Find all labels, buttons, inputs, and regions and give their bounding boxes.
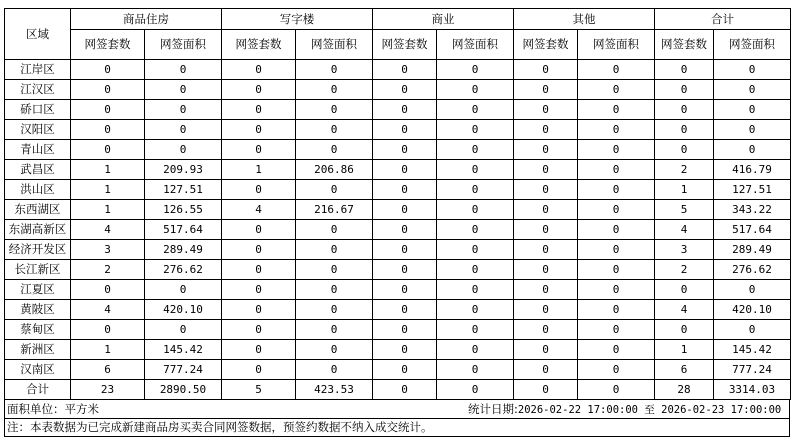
area-cell: 0 (437, 80, 514, 100)
header-row-subcolumns (5, 30, 791, 60)
area-cell: 0 (437, 360, 514, 380)
period-label: 统计日期: (468, 402, 518, 416)
area-cell: 289.49 (145, 240, 222, 260)
area-cell: 416.79 (714, 160, 791, 180)
area-cell: 3314.03 (714, 380, 791, 400)
count-cell: 1 (655, 180, 714, 200)
count-cell: 0 (373, 340, 437, 360)
count-cell: 4 (71, 220, 145, 240)
area-cell: 0 (714, 140, 791, 160)
count-cell: 0 (514, 260, 578, 280)
area-cell: 0 (296, 180, 373, 200)
area-cell: 0 (578, 220, 655, 240)
table-row (5, 340, 791, 360)
area-cell: 0 (714, 100, 791, 120)
area-cell: 0 (296, 120, 373, 140)
region-name-cell: 洪山区 (5, 180, 71, 200)
area-cell: 343.22 (714, 200, 791, 220)
area-cell: 0 (437, 200, 514, 220)
region-name-cell: 江夏区 (5, 280, 71, 300)
area-cell: 0 (714, 60, 791, 80)
count-cell: 3 (655, 240, 714, 260)
area-cell: 126.55 (145, 200, 222, 220)
table-row (5, 200, 791, 220)
area-cell: 0 (296, 100, 373, 120)
area-cell: 420.10 (714, 300, 791, 320)
table-row (5, 260, 791, 280)
count-cell: 0 (373, 280, 437, 300)
count-cell: 0 (222, 100, 296, 120)
count-cell: 0 (514, 380, 578, 400)
area-cell: 0 (578, 100, 655, 120)
area-cell: 0 (578, 80, 655, 100)
area-cell: 0 (296, 60, 373, 80)
area-cell: 777.24 (714, 360, 791, 380)
table-row (5, 280, 791, 300)
count-cell: 0 (373, 300, 437, 320)
table-row-total (5, 380, 791, 400)
count-cell: 0 (373, 200, 437, 220)
count-cell: 0 (222, 260, 296, 280)
count-cell: 6 (655, 360, 714, 380)
count-cell: 2 (655, 160, 714, 180)
count-cell: 1 (71, 200, 145, 220)
count-cell: 0 (71, 80, 145, 100)
area-cell: 0 (578, 240, 655, 260)
subheader-area: 网签面积 (145, 30, 222, 60)
count-cell: 0 (222, 300, 296, 320)
count-cell: 0 (514, 60, 578, 80)
count-cell: 0 (655, 80, 714, 100)
area-cell: 0 (296, 140, 373, 160)
count-cell: 0 (373, 260, 437, 280)
area-cell: 0 (578, 380, 655, 400)
count-cell: 0 (514, 120, 578, 140)
count-cell: 0 (222, 220, 296, 240)
count-cell: 0 (514, 80, 578, 100)
count-cell: 6 (71, 360, 145, 380)
table-row (5, 220, 791, 240)
statistics-period (468, 400, 781, 419)
count-cell: 0 (222, 80, 296, 100)
area-cell: 0 (296, 80, 373, 100)
area-cell: 0 (437, 320, 514, 340)
subheader-count: 网签套数 (373, 30, 437, 60)
area-cell: 0 (437, 160, 514, 180)
table-row (5, 300, 791, 320)
area-cell: 517.64 (714, 220, 791, 240)
region-name-cell: 长江新区 (5, 260, 71, 280)
count-cell: 1 (71, 180, 145, 200)
count-cell: 0 (514, 280, 578, 300)
count-cell: 2 (655, 260, 714, 280)
count-cell: 0 (514, 340, 578, 360)
area-cell: 0 (145, 320, 222, 340)
region-name-cell: 东西湖区 (5, 200, 71, 220)
count-cell: 0 (655, 140, 714, 160)
area-cell: 206.86 (296, 160, 373, 180)
count-cell: 0 (373, 100, 437, 120)
count-cell: 0 (373, 220, 437, 240)
area-cell: 0 (145, 100, 222, 120)
region-name-cell: 合计 (5, 380, 71, 400)
count-cell: 5 (222, 380, 296, 400)
stats-report (4, 8, 790, 437)
count-cell: 0 (514, 240, 578, 260)
area-cell: 420.10 (145, 300, 222, 320)
area-cell: 276.62 (145, 260, 222, 280)
subheader-count: 网签套数 (514, 30, 578, 60)
area-cell: 0 (145, 80, 222, 100)
count-cell: 0 (373, 240, 437, 260)
area-cell: 0 (437, 220, 514, 240)
count-cell: 1 (655, 340, 714, 360)
count-cell: 0 (514, 140, 578, 160)
table-row (5, 360, 791, 380)
area-cell: 0 (296, 280, 373, 300)
count-cell: 0 (655, 280, 714, 300)
count-cell: 0 (373, 180, 437, 200)
count-cell: 0 (71, 60, 145, 80)
area-cell: 0 (437, 120, 514, 140)
area-cell: 0 (296, 320, 373, 340)
area-cell: 0 (437, 380, 514, 400)
count-cell: 0 (222, 140, 296, 160)
count-cell: 23 (71, 380, 145, 400)
area-cell: 0 (437, 180, 514, 200)
region-name-cell: 江汉区 (5, 80, 71, 100)
region-name-cell: 蔡甸区 (5, 320, 71, 340)
area-cell: 127.51 (145, 180, 222, 200)
area-cell: 0 (296, 220, 373, 240)
area-cell: 0 (145, 280, 222, 300)
region-name-cell: 新洲区 (5, 340, 71, 360)
area-cell: 0 (437, 260, 514, 280)
area-cell: 0 (437, 340, 514, 360)
count-cell: 0 (222, 280, 296, 300)
count-cell: 1 (71, 340, 145, 360)
area-cell: 0 (714, 80, 791, 100)
region-name-cell: 经济开发区 (5, 240, 71, 260)
header-row-groups (5, 9, 791, 30)
count-cell: 0 (373, 80, 437, 100)
count-cell: 1 (71, 160, 145, 180)
count-cell: 0 (514, 200, 578, 220)
area-cell: 0 (437, 240, 514, 260)
count-cell: 0 (514, 220, 578, 240)
count-cell: 0 (71, 120, 145, 140)
area-cell: 0 (145, 140, 222, 160)
area-cell: 127.51 (714, 180, 791, 200)
area-cell: 0 (714, 280, 791, 300)
table-row (5, 120, 791, 140)
area-cell: 0 (296, 300, 373, 320)
subheader-area: 网签面积 (578, 30, 655, 60)
count-cell: 2 (71, 260, 145, 280)
area-cell: 0 (296, 260, 373, 280)
count-cell: 4 (655, 300, 714, 320)
region-name-cell: 硚口区 (5, 100, 71, 120)
area-cell: 145.42 (145, 340, 222, 360)
area-cell: 145.42 (714, 340, 791, 360)
count-cell: 0 (373, 380, 437, 400)
count-cell: 0 (373, 360, 437, 380)
area-cell: 216.67 (296, 200, 373, 220)
period-value: 2026-02-22 17:00:00 至 2026-02-23 17:00:00 (517, 404, 782, 416)
count-cell: 0 (71, 280, 145, 300)
area-cell: 0 (437, 280, 514, 300)
area-cell: 423.53 (296, 380, 373, 400)
area-cell: 0 (296, 340, 373, 360)
count-cell: 0 (514, 360, 578, 380)
area-unit-note: 面积单位：平方米 (7, 402, 99, 416)
area-cell: 0 (578, 260, 655, 280)
area-cell: 0 (578, 300, 655, 320)
count-cell: 0 (514, 180, 578, 200)
region-name-cell: 江岸区 (5, 60, 71, 80)
table-row (5, 160, 791, 180)
area-cell: 276.62 (714, 260, 791, 280)
area-cell: 0 (296, 360, 373, 380)
area-cell: 289.49 (714, 240, 791, 260)
region-name-cell: 东湖高新区 (5, 220, 71, 240)
area-cell: 0 (145, 60, 222, 80)
area-cell: 0 (578, 180, 655, 200)
area-cell: 0 (296, 240, 373, 260)
area-cell: 0 (578, 360, 655, 380)
count-cell: 0 (373, 320, 437, 340)
count-cell: 0 (514, 100, 578, 120)
area-cell: 0 (578, 200, 655, 220)
count-cell: 0 (655, 60, 714, 80)
area-cell: 0 (578, 160, 655, 180)
area-cell: 0 (437, 60, 514, 80)
count-cell: 4 (71, 300, 145, 320)
region-name-cell: 武昌区 (5, 160, 71, 180)
count-cell: 1 (222, 160, 296, 180)
table-row (5, 140, 791, 160)
region-name-cell: 青山区 (5, 140, 71, 160)
subheader-count: 网签套数 (222, 30, 296, 60)
count-cell: 0 (222, 60, 296, 80)
group-header-commercial: 商业 (373, 9, 514, 30)
count-cell: 28 (655, 380, 714, 400)
region-name-cell: 黄陂区 (5, 300, 71, 320)
region-name-cell: 汉南区 (5, 360, 71, 380)
subheader-count: 网签套数 (655, 30, 714, 60)
group-header-other: 其他 (514, 9, 655, 30)
count-cell: 0 (373, 60, 437, 80)
count-cell: 0 (655, 100, 714, 120)
count-cell: 0 (71, 140, 145, 160)
count-cell: 0 (655, 320, 714, 340)
region-header: 区域 (5, 9, 71, 60)
count-cell: 0 (222, 360, 296, 380)
table-row (5, 100, 791, 120)
table-row (5, 240, 791, 260)
count-cell: 0 (514, 160, 578, 180)
table-row (5, 60, 791, 80)
count-cell: 0 (71, 100, 145, 120)
count-cell: 0 (373, 140, 437, 160)
area-cell: 0 (437, 100, 514, 120)
area-cell: 0 (578, 280, 655, 300)
group-header-total: 合计 (655, 9, 791, 30)
count-cell: 0 (655, 120, 714, 140)
disclaimer-note: 注：本表数据为已完成新建商品房买卖合同网签数据，预签约数据不纳入成交统计。 (7, 420, 433, 434)
area-cell: 0 (437, 300, 514, 320)
sales-table (4, 8, 791, 400)
subheader-area: 网签面积 (296, 30, 373, 60)
group-header-residential: 商品住房 (71, 9, 222, 30)
area-cell: 209.93 (145, 160, 222, 180)
area-cell: 0 (578, 60, 655, 80)
area-cell: 2890.50 (145, 380, 222, 400)
area-cell: 777.24 (145, 360, 222, 380)
count-cell: 0 (514, 300, 578, 320)
count-cell: 0 (514, 320, 578, 340)
count-cell: 0 (222, 120, 296, 140)
table-row (5, 80, 791, 100)
count-cell: 0 (71, 320, 145, 340)
subheader-area: 网签面积 (714, 30, 791, 60)
count-cell: 0 (373, 120, 437, 140)
count-cell: 4 (222, 200, 296, 220)
count-cell: 3 (71, 240, 145, 260)
group-header-office: 写字楼 (222, 9, 373, 30)
subheader-area: 网签面积 (437, 30, 514, 60)
region-name-cell: 汉阳区 (5, 120, 71, 140)
count-cell: 5 (655, 200, 714, 220)
count-cell: 4 (655, 220, 714, 240)
table-row (5, 320, 791, 340)
area-cell: 0 (714, 120, 791, 140)
area-cell: 0 (437, 140, 514, 160)
area-cell: 517.64 (145, 220, 222, 240)
area-cell: 0 (578, 340, 655, 360)
count-cell: 0 (373, 160, 437, 180)
area-cell: 0 (578, 140, 655, 160)
count-cell: 0 (222, 320, 296, 340)
table-row (5, 180, 791, 200)
count-cell: 0 (222, 340, 296, 360)
table-footer (4, 400, 790, 437)
subheader-count: 网签套数 (71, 30, 145, 60)
area-cell: 0 (714, 320, 791, 340)
count-cell: 0 (222, 240, 296, 260)
count-cell: 0 (222, 180, 296, 200)
footer-info-row (5, 400, 789, 419)
table-body (5, 60, 791, 400)
area-cell: 0 (578, 120, 655, 140)
area-cell: 0 (578, 320, 655, 340)
area-cell: 0 (145, 120, 222, 140)
